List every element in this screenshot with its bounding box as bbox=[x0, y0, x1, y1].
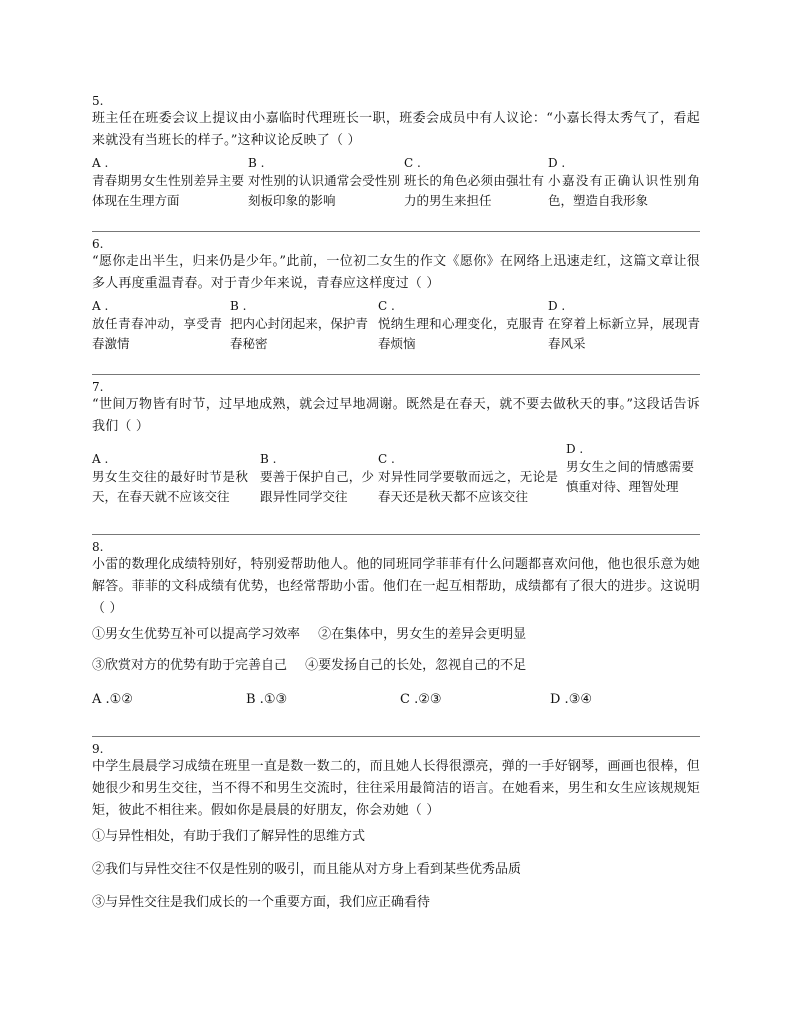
question-stem: 班主任在班委会议上提议由小嘉临时代理班长一职，班委会成员中有人议论：“小嘉长得太秀气了，看起来就没有当班长的样子。”这种议论反映了（ ） bbox=[92, 111, 700, 148]
option-letter: C . bbox=[378, 452, 395, 466]
question-9 bbox=[92, 742, 700, 922]
option-letter: B . bbox=[246, 692, 264, 707]
option-text: 班长的角色必须由强壮有力的男生来担任 bbox=[404, 173, 544, 208]
option-text: 要善于保护自己，少跟异性同学交往 bbox=[260, 469, 374, 504]
option-text: 在穿着上标新立异，展现青春风采 bbox=[548, 316, 700, 351]
question-number: 9. bbox=[92, 742, 104, 756]
option-text: ③④ bbox=[568, 692, 592, 707]
option-letter: A . bbox=[92, 299, 109, 313]
option-text: 把内心封闭起来，保护青春秘密 bbox=[230, 316, 368, 351]
question-stem: “愿你走出半生，归来仍是少年。”此前，一位初二女生的作文《愿你》在网络上迅速走红，这篇文章让很多人再度重温青春。对于青少年来说，青春应这样度过（ ） bbox=[92, 254, 700, 291]
question-stem: 小雷的数理化成绩特别好，特别爱帮助他人。他的同班同学菲菲有什么问题都喜欢问他，他也很乐意为她解答。菲菲的文科成绩有优势，也经常帮助小雷。他们在一起互相帮助，成绩都有了很大的进步。这说明（ ） bbox=[92, 557, 700, 616]
statement: ④要发扬自己的长处，忽视自己的不足 bbox=[305, 658, 527, 673]
option-text: 对异性同学要敬而远之，无论是春天还是秋天都不应该交往 bbox=[378, 469, 558, 504]
option-text: 悦纳生理和心理变化，克服青春烦恼 bbox=[378, 316, 544, 351]
option-letter: B . bbox=[260, 452, 277, 466]
statement: ②我们与异性交往不仅是性别的吸引，而且能从对方身上看到某些优秀品质 bbox=[92, 862, 522, 877]
option-d[interactable] bbox=[548, 298, 700, 354]
option-text: 男女生交往的最好时节是秋天，在春天就不应该交往 bbox=[92, 469, 248, 504]
option-a[interactable] bbox=[92, 451, 248, 507]
question-number: 6. bbox=[92, 237, 104, 251]
option-text: ②③ bbox=[418, 692, 442, 707]
option-letter: D . bbox=[550, 692, 569, 707]
option-c[interactable] bbox=[400, 690, 442, 710]
question-6 bbox=[92, 237, 700, 358]
option-c[interactable] bbox=[404, 155, 544, 211]
option-b[interactable] bbox=[230, 298, 368, 354]
option-b[interactable] bbox=[260, 451, 374, 507]
option-letter: A . bbox=[92, 156, 109, 170]
question-number: 7. bbox=[92, 380, 104, 394]
option-c[interactable] bbox=[378, 298, 544, 354]
option-letter: D . bbox=[566, 442, 584, 456]
option-text: 男女生之间的情感需要慎重对待、理智处理 bbox=[566, 459, 694, 494]
option-text: ①③ bbox=[263, 692, 288, 707]
option-b[interactable] bbox=[248, 155, 400, 211]
option-letter: B . bbox=[248, 156, 265, 170]
option-d[interactable] bbox=[566, 441, 694, 497]
options bbox=[92, 441, 700, 525]
option-text: 小嘉没有正确认识性别角色，塑造自我形象 bbox=[548, 173, 700, 208]
options bbox=[92, 155, 700, 215]
option-text: 放任青春冲动，享受青春激情 bbox=[92, 316, 222, 351]
statement: ①男女生优势互补可以提高学习效率 bbox=[92, 627, 301, 642]
question-number: 8. bbox=[92, 540, 104, 554]
question-stem: “世间万物皆有时节，过早地成熟，就会过早地凋谢。既然是在春天，就不要去做秋天的事。”这段话告诉我们（ ） bbox=[92, 397, 700, 434]
option-letter: A . bbox=[92, 692, 110, 707]
question-stem: 中学生晨晨学习成绩在班里一直是数一数二的，而且她人长得很漂亮，弹的一手好钢琴，画画也很棒，但她很少和男生交往，当不得不和男生交流时，往往采用最简洁的语言。在她看来，男生和女生应该规规矩矩，彼此不相往来。假如你是晨晨的好朋友，你会劝她（ ） bbox=[92, 759, 700, 818]
option-letter: C . bbox=[378, 299, 395, 313]
options bbox=[92, 298, 700, 358]
question-number: 5. bbox=[92, 94, 104, 108]
option-letter: C . bbox=[404, 156, 421, 170]
divider bbox=[92, 534, 700, 535]
statement: ②在集体中，男女生的差异会更明显 bbox=[318, 627, 527, 642]
statement: ③欣赏对方的优势有助于完善自己 bbox=[92, 658, 288, 673]
divider bbox=[92, 736, 700, 737]
option-a[interactable] bbox=[92, 690, 133, 710]
statement-1-2-line bbox=[92, 624, 700, 646]
question-5 bbox=[92, 94, 700, 215]
option-letter: C . bbox=[400, 692, 419, 707]
option-c[interactable] bbox=[378, 451, 558, 507]
question-7 bbox=[92, 380, 700, 525]
option-d[interactable] bbox=[550, 690, 592, 710]
option-a[interactable] bbox=[92, 298, 222, 354]
option-a[interactable] bbox=[92, 155, 244, 211]
question-8 bbox=[92, 540, 700, 730]
divider bbox=[92, 374, 700, 375]
option-letter: B . bbox=[230, 299, 247, 313]
option-b[interactable] bbox=[246, 690, 287, 710]
statement: ①与异性相处，有助于我们了解异性的思维方式 bbox=[92, 829, 366, 844]
statement: ③与异性交往是我们成长的一个重要方面，我们应正确看待 bbox=[92, 895, 431, 910]
option-letter: D . bbox=[548, 156, 566, 170]
statement-3-4-line bbox=[92, 655, 700, 677]
option-d[interactable] bbox=[548, 155, 700, 211]
option-letter: A . bbox=[92, 452, 109, 466]
option-text: ①② bbox=[109, 692, 133, 707]
divider bbox=[92, 231, 700, 232]
option-text: 青春期男女生性别差异主要体现在生理方面 bbox=[92, 173, 244, 208]
option-letter: D . bbox=[548, 299, 566, 313]
option-text: 对性别的认识通常会受性别刻板印象的影响 bbox=[248, 173, 400, 208]
